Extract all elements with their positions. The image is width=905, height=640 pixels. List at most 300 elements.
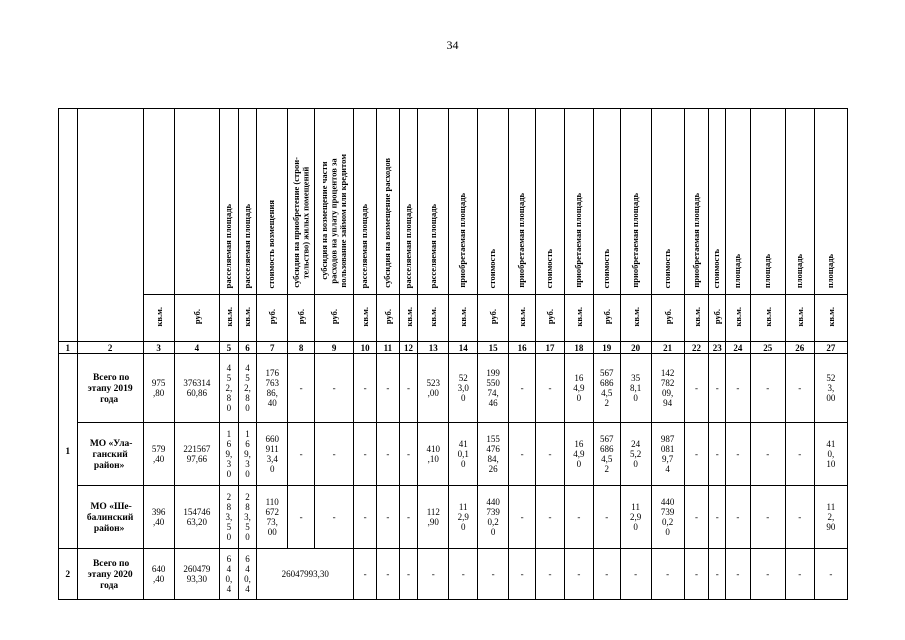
cell-c19 bbox=[593, 486, 620, 549]
cell-c10-text: - bbox=[363, 383, 367, 393]
col-number-3-text: 3 bbox=[156, 342, 161, 353]
cell-c22-text: - bbox=[695, 383, 699, 393]
cell-c10-text: - bbox=[363, 569, 367, 579]
cell-c21-text: 142 782 09, 94 bbox=[660, 368, 675, 408]
unit-col-14-text: кв.м. bbox=[458, 307, 469, 327]
cell-c26-text: - bbox=[798, 383, 802, 393]
cell-c20 bbox=[620, 354, 651, 423]
header-col-5-text: расселяемая площадь bbox=[223, 203, 234, 288]
cell-c17-text: - bbox=[548, 449, 552, 459]
cell-c5-text: 6 4 0, 4 bbox=[225, 554, 233, 594]
cell-c18 bbox=[564, 354, 593, 423]
unit-col-14 bbox=[449, 295, 478, 342]
cell-c26 bbox=[785, 354, 814, 423]
cell-c22 bbox=[684, 486, 709, 549]
unit-col-4 bbox=[174, 295, 219, 342]
unit-col-13 bbox=[418, 295, 449, 342]
cell-c17 bbox=[535, 486, 564, 549]
row-label-text: Всего по этапу 2019 года bbox=[87, 372, 133, 405]
col-number-7 bbox=[257, 342, 288, 354]
cell-c19 bbox=[593, 354, 620, 423]
cell-c3-text: 640 ,40 bbox=[151, 564, 166, 584]
cell-c14 bbox=[449, 423, 478, 486]
cell-c16 bbox=[509, 486, 536, 549]
cell-c11-text: - bbox=[386, 449, 390, 459]
cell-c8-text: - bbox=[299, 449, 303, 459]
cell-c24-text: - bbox=[736, 449, 740, 459]
header-col-23 bbox=[709, 109, 726, 295]
col-number-22-text: 22 bbox=[692, 342, 702, 353]
unit-col-3-text: кв.м. bbox=[153, 307, 164, 327]
cell-c13 bbox=[418, 486, 449, 549]
col-number-25 bbox=[750, 342, 785, 354]
unit-col-7-text: руб. bbox=[267, 309, 278, 325]
unit-col-17 bbox=[535, 295, 564, 342]
cell-c9 bbox=[315, 423, 354, 486]
cell-c7-text: 176 763 86, 40 bbox=[265, 368, 279, 408]
unit-col-26 bbox=[785, 295, 814, 342]
col-number-24 bbox=[725, 342, 750, 354]
cell-c13-text: 410 ,10 bbox=[426, 444, 441, 464]
header-col-18-text: приобретаемая площадь bbox=[573, 193, 584, 288]
cell-c9 bbox=[315, 354, 354, 423]
col-number-27-text: 27 bbox=[826, 342, 836, 353]
unit-col-11 bbox=[377, 295, 400, 342]
col-number-17-text: 17 bbox=[545, 342, 555, 353]
cell-c24-text: - bbox=[736, 569, 740, 579]
header-col-10 bbox=[354, 109, 377, 295]
cell-c16 bbox=[509, 354, 536, 423]
unit-col-9-text: руб. bbox=[329, 309, 340, 325]
col-number-11 bbox=[377, 342, 400, 354]
cell-c27-text: - bbox=[829, 569, 833, 579]
unit-col-6-text: кв.м. bbox=[242, 307, 253, 327]
col-number-25-text: 25 bbox=[763, 342, 773, 353]
col-number-27 bbox=[814, 342, 847, 354]
cell-c22 bbox=[684, 354, 709, 423]
cell-c12-text: - bbox=[407, 449, 410, 459]
unit-col-3 bbox=[143, 295, 174, 342]
cell-c14-text: 11 2,9 0 bbox=[457, 502, 469, 532]
cell-c3-text: 396 ,40 bbox=[151, 507, 166, 527]
col-number-26 bbox=[785, 342, 814, 354]
cell-c10-text: - bbox=[363, 449, 367, 459]
cell-c19 bbox=[593, 423, 620, 486]
cell-c23 bbox=[709, 486, 726, 549]
cell-c23-text: - bbox=[715, 512, 719, 522]
header-col-27 bbox=[814, 109, 847, 295]
cell-c19-text: - bbox=[605, 569, 609, 579]
col-number-16 bbox=[509, 342, 536, 354]
unit-col-18 bbox=[564, 295, 593, 342]
col-number-8-text: 8 bbox=[298, 342, 304, 353]
cell-c24-text: - bbox=[736, 512, 740, 522]
cell-c5 bbox=[220, 354, 239, 423]
cell-c23-text: - bbox=[715, 569, 719, 579]
cell-c10 bbox=[354, 354, 377, 423]
cell-c17 bbox=[535, 423, 564, 486]
cell-c21 bbox=[651, 423, 684, 486]
cell-c12 bbox=[399, 486, 418, 549]
cell-c22 bbox=[684, 549, 709, 600]
cell-c4-text: 221567 97,66 bbox=[183, 444, 211, 464]
cell-c26 bbox=[785, 549, 814, 600]
cell-c24 bbox=[725, 423, 750, 486]
cell-c7-9-text: 26047993,30 bbox=[281, 569, 329, 579]
unit-col-18-text: кв.м. bbox=[573, 307, 584, 327]
col-number-22 bbox=[684, 342, 709, 354]
cell-c14-text: - bbox=[461, 569, 465, 579]
cell-c15-text: 440 739 0,2 0 bbox=[486, 497, 500, 537]
unit-col-24-text: кв.м. bbox=[732, 307, 743, 327]
cell-c18 bbox=[564, 549, 593, 600]
cell-c9-text: - bbox=[332, 383, 336, 393]
cell-c10 bbox=[354, 549, 377, 600]
cell-c24 bbox=[725, 549, 750, 600]
unit-col-22 bbox=[684, 295, 709, 342]
table-row bbox=[59, 549, 848, 600]
col-number-2-text: 2 bbox=[107, 342, 113, 353]
header-col-25 bbox=[750, 109, 785, 295]
cell-c26 bbox=[785, 423, 814, 486]
header-col-14 bbox=[449, 109, 478, 295]
cell-c6-text: 2 8 3, 5 0 bbox=[244, 492, 251, 542]
header-col-23-text: стоимость bbox=[711, 248, 722, 288]
header-col-26-text: площадь bbox=[794, 253, 805, 288]
cell-c21 bbox=[651, 486, 684, 549]
cell-c3 bbox=[143, 354, 174, 423]
cell-c6 bbox=[238, 423, 257, 486]
col-number-20 bbox=[620, 342, 651, 354]
cell-c11-text: - bbox=[386, 512, 390, 522]
cell-c7-text: 110 672 73, 00 bbox=[265, 497, 279, 537]
unit-col-26-text: кв.м. bbox=[794, 307, 805, 327]
unit-col-25-text: кв.м. bbox=[762, 307, 773, 327]
unit-col-23-text: руб. bbox=[712, 309, 723, 325]
col-number-11-text: 11 bbox=[383, 342, 393, 353]
cell-c12 bbox=[399, 354, 418, 423]
cell-c14-text: 52 3,0 0 bbox=[457, 373, 469, 403]
cell-c6-text: 4 5 2, 8 0 bbox=[244, 363, 251, 413]
unit-col-21-text: руб. bbox=[662, 309, 673, 325]
header-col-8-text: субсидия на приобретение (строи- тельство) жилых помещений bbox=[290, 157, 311, 288]
cell-c25 bbox=[750, 423, 785, 486]
cell-c5 bbox=[220, 423, 239, 486]
cell-c13 bbox=[418, 354, 449, 423]
unit-col-20 bbox=[620, 295, 651, 342]
cell-c3 bbox=[143, 549, 174, 600]
cell-c23 bbox=[709, 549, 726, 600]
unit-col-12 bbox=[399, 295, 418, 342]
col-number-1 bbox=[59, 342, 78, 354]
cell-c25 bbox=[750, 354, 785, 423]
cell-c20 bbox=[620, 423, 651, 486]
header-col-9-text: субсидия на возмещение части расходов на уплату процентов за пользование займом или кредитом bbox=[318, 154, 348, 288]
cell-c19-text: - bbox=[605, 512, 609, 522]
row-label bbox=[77, 354, 143, 423]
col-number-10 bbox=[354, 342, 377, 354]
row-label-text: МО «Ула- ганский район» bbox=[89, 438, 133, 471]
col-number-19 bbox=[593, 342, 620, 354]
cell-c23-text: - bbox=[715, 449, 719, 459]
cell-c14 bbox=[449, 486, 478, 549]
header-col-19 bbox=[593, 109, 620, 295]
cell-c27-text: 41 0, 10 bbox=[826, 439, 836, 469]
cell-c23 bbox=[709, 354, 726, 423]
col-number-4 bbox=[174, 342, 219, 354]
cell-c15-text: - bbox=[491, 569, 495, 579]
col-number-3 bbox=[143, 342, 174, 354]
unit-col-24 bbox=[725, 295, 750, 342]
cell-c18-text: 16 4,9 0 bbox=[573, 439, 585, 469]
cell-c4-text: 376314 60,86 bbox=[183, 378, 211, 398]
unit-col-19-text: руб. bbox=[601, 309, 612, 325]
cell-c7 bbox=[257, 486, 288, 549]
cell-c10 bbox=[354, 423, 377, 486]
unit-col-10 bbox=[354, 295, 377, 342]
cell-c9-text: - bbox=[332, 449, 336, 459]
header-col-6-text: расселяемая площадь bbox=[241, 203, 252, 288]
header-col-22-text: приобретаемая площадь bbox=[690, 193, 701, 288]
cell-c13-text: 112 ,90 bbox=[426, 507, 440, 527]
cell-c10-text: - bbox=[363, 512, 367, 522]
cell-c6-text: 1 6 9, 3 0 bbox=[244, 429, 251, 479]
cell-c8-text: - bbox=[299, 512, 303, 522]
header-col-20 bbox=[620, 109, 651, 295]
cell-c4 bbox=[174, 354, 219, 423]
cell-c8-text: - bbox=[299, 383, 303, 393]
cell-c9 bbox=[315, 486, 354, 549]
header-col-7 bbox=[257, 109, 288, 295]
cell-c18-text: 16 4,9 0 bbox=[573, 373, 585, 403]
cell-c12-text: - bbox=[407, 512, 410, 522]
cell-c4 bbox=[174, 486, 219, 549]
cell-c15 bbox=[478, 486, 509, 549]
unit-col-19 bbox=[593, 295, 620, 342]
col-number-13 bbox=[418, 342, 449, 354]
cell-c10 bbox=[354, 486, 377, 549]
cell-c7-text: 660 911 3,4 0 bbox=[265, 434, 279, 474]
header-col-3 bbox=[143, 109, 174, 295]
header-col-9 bbox=[315, 109, 354, 295]
program-table bbox=[58, 108, 848, 600]
cell-c16-text: - bbox=[520, 512, 524, 522]
header-col-17 bbox=[535, 109, 564, 295]
unit-col-15 bbox=[478, 295, 509, 342]
header-col-4 bbox=[174, 109, 219, 295]
col-number-24-text: 24 bbox=[733, 342, 743, 353]
cell-c27 bbox=[814, 549, 847, 600]
unit-col-16 bbox=[509, 295, 536, 342]
cell-c7 bbox=[257, 354, 288, 423]
col-number-26-text: 26 bbox=[795, 342, 805, 353]
cell-c13 bbox=[418, 549, 449, 600]
cell-c15-text: 155 476 84, 26 bbox=[486, 434, 500, 474]
col-number-1-text: 1 bbox=[65, 342, 71, 353]
header-col-25-text: площадь bbox=[762, 253, 773, 288]
col-number-23 bbox=[709, 342, 726, 354]
cell-c16-text: - bbox=[520, 383, 524, 393]
col-number-9-text: 9 bbox=[331, 342, 337, 353]
unit-col-27 bbox=[814, 295, 847, 342]
cell-c12 bbox=[399, 549, 418, 600]
header-col-13 bbox=[418, 109, 449, 295]
cell-c25-text: - bbox=[766, 512, 770, 522]
col-number-10-text: 10 bbox=[360, 342, 370, 353]
cell-c15 bbox=[478, 549, 509, 600]
cell-c13-text: - bbox=[431, 569, 435, 579]
header-col-1 bbox=[59, 109, 78, 342]
header-col-22 bbox=[684, 109, 709, 295]
header-col-16-text: приобретаемая площадь bbox=[516, 193, 527, 288]
cell-c27 bbox=[814, 354, 847, 423]
row-label bbox=[77, 423, 143, 486]
col-number-15 bbox=[478, 342, 509, 354]
unit-col-9 bbox=[315, 295, 354, 342]
cell-c18 bbox=[564, 423, 593, 486]
header-col-15-text: стоимость bbox=[487, 248, 498, 288]
cell-c17 bbox=[535, 354, 564, 423]
row-number-text: 2 bbox=[65, 569, 71, 580]
col-number-19-text: 19 bbox=[602, 342, 612, 353]
unit-col-25 bbox=[750, 295, 785, 342]
header-col-14-text: приобретаемая площадь bbox=[457, 193, 468, 288]
header-col-24 bbox=[725, 109, 750, 295]
cell-c11-text: - bbox=[386, 383, 390, 393]
unit-col-5-text: кв.м. bbox=[223, 307, 234, 327]
cell-c26 bbox=[785, 486, 814, 549]
row-number bbox=[59, 549, 78, 600]
unit-col-17-text: руб. bbox=[544, 309, 555, 325]
cell-c22-text: - bbox=[695, 569, 699, 579]
cell-c23-text: - bbox=[715, 383, 719, 393]
cell-c20 bbox=[620, 549, 651, 600]
row-number bbox=[59, 354, 78, 549]
cell-c24 bbox=[725, 354, 750, 423]
col-number-18 bbox=[564, 342, 593, 354]
cell-c14 bbox=[449, 549, 478, 600]
unit-col-22-text: кв.м. bbox=[691, 307, 702, 327]
cell-c19-text: 567 686 4,5 2 bbox=[599, 368, 614, 408]
cell-c25 bbox=[750, 549, 785, 600]
cell-c15 bbox=[478, 423, 509, 486]
table-row bbox=[59, 486, 848, 549]
unit-col-27-text: кв.м. bbox=[825, 307, 836, 327]
cell-c8 bbox=[288, 354, 315, 423]
unit-col-12-text: кв.м. bbox=[403, 307, 414, 327]
cell-c21 bbox=[651, 549, 684, 600]
header-col-20-text: приобретаемая площадь bbox=[629, 193, 640, 288]
unit-col-13-text: кв.м. bbox=[428, 307, 439, 327]
col-number-6-text: 6 bbox=[245, 342, 250, 353]
cell-c17-text: - bbox=[548, 512, 552, 522]
cell-c21 bbox=[651, 354, 684, 423]
unit-col-5 bbox=[220, 295, 239, 342]
cell-c22-text: - bbox=[695, 512, 699, 522]
cell-c11 bbox=[377, 423, 400, 486]
cell-c27-text: 52 3, 00 bbox=[826, 373, 836, 403]
header-col-24-text: площадь bbox=[732, 253, 743, 288]
cell-c20-text: 24 5,2 0 bbox=[630, 439, 642, 469]
cell-c11-text: - bbox=[386, 569, 390, 579]
unit-col-8 bbox=[288, 295, 315, 342]
cell-c4-text: 154746 63,20 bbox=[183, 507, 211, 527]
row-label bbox=[77, 486, 143, 549]
cell-c17-text: - bbox=[548, 569, 552, 579]
header-col-19-text: стоимость bbox=[600, 248, 611, 288]
col-number-5-text: 5 bbox=[226, 342, 232, 353]
col-number-5 bbox=[220, 342, 239, 354]
unit-col-7 bbox=[257, 295, 288, 342]
unit-col-8-text: руб. bbox=[296, 309, 307, 325]
cell-c21-text: 440 739 0,2 0 bbox=[660, 497, 675, 537]
col-number-6 bbox=[238, 342, 257, 354]
cell-c22-text: - bbox=[695, 449, 699, 459]
header-col-6 bbox=[238, 109, 257, 295]
cell-c15-text: 199 550 74, 46 bbox=[486, 368, 500, 408]
cell-c27 bbox=[814, 423, 847, 486]
cell-c15 bbox=[478, 354, 509, 423]
cell-c21-text: 987 081 9,7 4 bbox=[660, 434, 675, 474]
cell-c11 bbox=[377, 549, 400, 600]
cell-c3 bbox=[143, 423, 174, 486]
cell-c8 bbox=[288, 423, 315, 486]
col-number-14 bbox=[449, 342, 478, 354]
header-col-21-text: стоимость bbox=[661, 248, 672, 288]
cell-c6-text: 6 4 0, 4 bbox=[244, 554, 251, 594]
cell-c18-text: - bbox=[577, 569, 581, 579]
cell-c26-text: - bbox=[798, 569, 802, 579]
unit-col-10-text: кв.м. bbox=[360, 307, 371, 327]
col-number-12 bbox=[399, 342, 418, 354]
header-col-13-text: расселяемая площадь bbox=[427, 203, 438, 288]
cell-c12-text: - bbox=[407, 569, 410, 579]
header-col-27-text: площадь bbox=[825, 253, 836, 288]
col-number-20-text: 20 bbox=[631, 342, 641, 353]
header-col-18 bbox=[564, 109, 593, 295]
unit-col-11-text: руб. bbox=[382, 309, 393, 325]
cell-c6 bbox=[238, 354, 257, 423]
cell-c7 bbox=[257, 423, 288, 486]
cell-c5 bbox=[220, 486, 239, 549]
col-number-23-text: 23 bbox=[712, 342, 722, 353]
header-col-10-text: расселяемая площадь bbox=[359, 203, 370, 288]
cell-c20-text: 11 2,9 0 bbox=[630, 502, 642, 532]
cell-c5-text: 1 6 9, 3 0 bbox=[225, 429, 233, 479]
unit-col-15-text: руб. bbox=[488, 309, 499, 325]
cell-c24-text: - bbox=[736, 383, 740, 393]
cell-c5 bbox=[220, 549, 239, 600]
cell-c26-text: - bbox=[798, 512, 802, 522]
col-number-21 bbox=[651, 342, 684, 354]
col-number-7-text: 7 bbox=[269, 342, 275, 353]
cell-c17-text: - bbox=[548, 383, 552, 393]
header-col-17-text: стоимость bbox=[544, 248, 555, 288]
col-number-4-text: 4 bbox=[194, 342, 200, 353]
cell-c16 bbox=[509, 549, 536, 600]
header-col-7-text: стоимость возмещения bbox=[266, 199, 277, 288]
row-label-text: МО «Ше- балинский район» bbox=[86, 501, 134, 534]
row-label-text: Всего по этапу 2020 года bbox=[87, 558, 133, 591]
cell-c22 bbox=[684, 423, 709, 486]
header-col-16 bbox=[509, 109, 536, 295]
row-number-text: 1 bbox=[65, 446, 71, 457]
cell-c19-text: 567 686 4,5 2 bbox=[599, 434, 614, 474]
cell-c25 bbox=[750, 486, 785, 549]
cell-c16 bbox=[509, 423, 536, 486]
cell-c27-text: 11 2, 90 bbox=[826, 502, 836, 532]
header-col-5 bbox=[220, 109, 239, 295]
